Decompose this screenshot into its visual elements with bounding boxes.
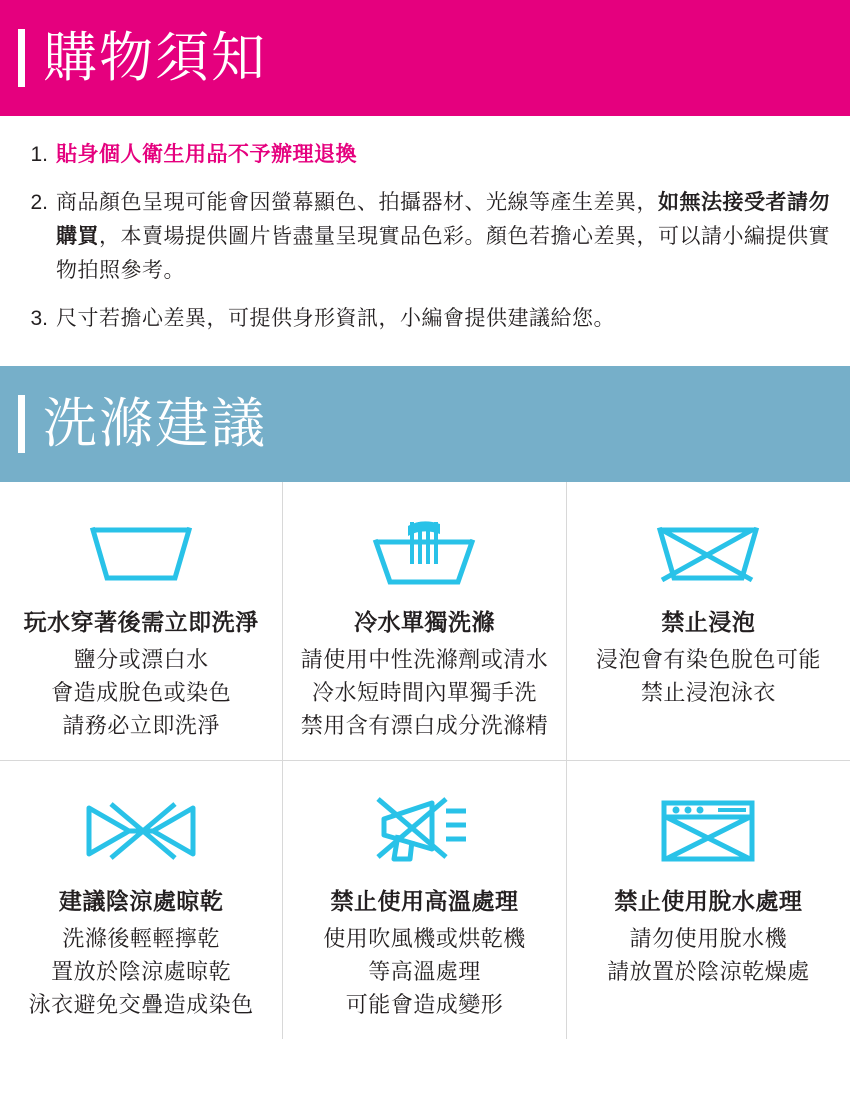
notice-text-segment: 商品顏色呈現可能會因螢幕顯色、拍攝器材、光線等產生差異，: [56, 191, 658, 214]
no-soak-icon: [575, 504, 842, 600]
wash-care-title: 洗滌建議: [43, 394, 267, 454]
notice-item: [14, 302, 836, 336]
notice-item-text: [56, 186, 836, 288]
wash-care-line: 等高溫處理: [368, 959, 481, 984]
wash-care-line: 請使用中性洗滌劑或清水: [300, 647, 549, 672]
banner-accent-bar: [18, 29, 25, 87]
wash-care-cell-lines: [291, 922, 557, 1021]
wash-care-grid: [0, 482, 850, 1039]
wash-care-cell: [0, 482, 283, 761]
notice-item-number: 1.: [30, 143, 48, 166]
wash-care-cell-title: 禁止使用高溫處理: [330, 888, 519, 914]
notice-item-text: [56, 302, 615, 336]
wash-care-line: 洗滌後輕輕擰乾: [62, 926, 220, 951]
banner-accent-bar: [18, 395, 25, 453]
wash-care-line: 會造成脫色或染色: [51, 680, 232, 705]
wash-care-cell: [567, 482, 850, 761]
wash-care-line: 可能會造成變形: [345, 992, 504, 1017]
no-wring-icon: [8, 783, 274, 879]
wash-care-line: 請放置於陰涼乾燥處: [607, 959, 810, 984]
wash-care-cell-lines: [8, 922, 274, 1021]
notice-text-segment: 尺寸若擔心差異，可提供身形資訊，小編會提供建議給您。: [56, 307, 615, 330]
wash-care-cell: [283, 761, 566, 1039]
wash-care-line: 置放於陰涼處晾乾: [51, 959, 232, 984]
wash-care-cell: [283, 482, 566, 761]
shopping-notice-banner: [0, 0, 850, 116]
notice-text-segment-emphasis: 如無法接受者請勿購買: [56, 191, 830, 248]
wash-care-line: 請務必立即洗淨: [62, 713, 220, 738]
wash-care-cell-lines: [291, 643, 557, 742]
no-hot-air-icon: [291, 783, 557, 879]
wash-care-line: 禁止浸泡泳衣: [640, 680, 776, 705]
wash-care-line: 泳衣避免交疊造成染色: [28, 992, 254, 1017]
notice-item: [14, 186, 836, 288]
wash-care-line: 請勿使用脫水機: [629, 926, 788, 951]
no-tumble-dry-icon: [575, 783, 842, 879]
wash-care-cell-title: 冷水單獨洗滌: [353, 609, 495, 635]
wash-care-cell-title: 禁止使用脫水處理: [614, 888, 803, 914]
wash-care-cell-title: 玩水穿著後需立即洗淨: [23, 609, 259, 635]
wash-care-line: 禁用含有漂白成分洗滌精: [300, 713, 549, 738]
shopping-notice-list: [0, 116, 850, 366]
notice-text-segment: 貼身個人衛生用品不予辦理退換: [56, 143, 357, 166]
wash-care-cell-title: 建議陰涼處晾乾: [58, 888, 224, 914]
hand-wash-icon: [291, 504, 557, 600]
wash-care-cell-lines: [575, 922, 842, 988]
notice-item-number: 2.: [30, 191, 48, 214]
wash-care-line: 使用吹風機或烘乾機: [323, 926, 526, 951]
wash-care-banner: [0, 366, 850, 482]
wash-care-line: 鹽分或漂白水: [73, 647, 209, 672]
wash-basin-icon: [8, 504, 274, 600]
wash-care-cell: [0, 761, 283, 1039]
wash-care-line: 冷水短時間內單獨手洗: [311, 680, 537, 705]
wash-care-cell-lines: [8, 643, 274, 742]
shopping-notice-title: 購物須知: [43, 28, 267, 88]
wash-care-line: 浸泡會有染色脫色可能: [595, 647, 821, 672]
notice-item: [14, 138, 836, 172]
wash-care-cell-title: 禁止浸泡: [661, 609, 756, 635]
notice-item-number: 3.: [30, 307, 48, 330]
wash-care-cell-lines: [575, 643, 842, 709]
notice-item-text: [56, 138, 357, 172]
wash-care-cell: [567, 761, 850, 1039]
notice-text-segment: ，本賣場提供圖片皆盡量呈現實品色彩。顏色若擔心差異，可以請小編提供實物拍照參考。: [56, 225, 830, 282]
